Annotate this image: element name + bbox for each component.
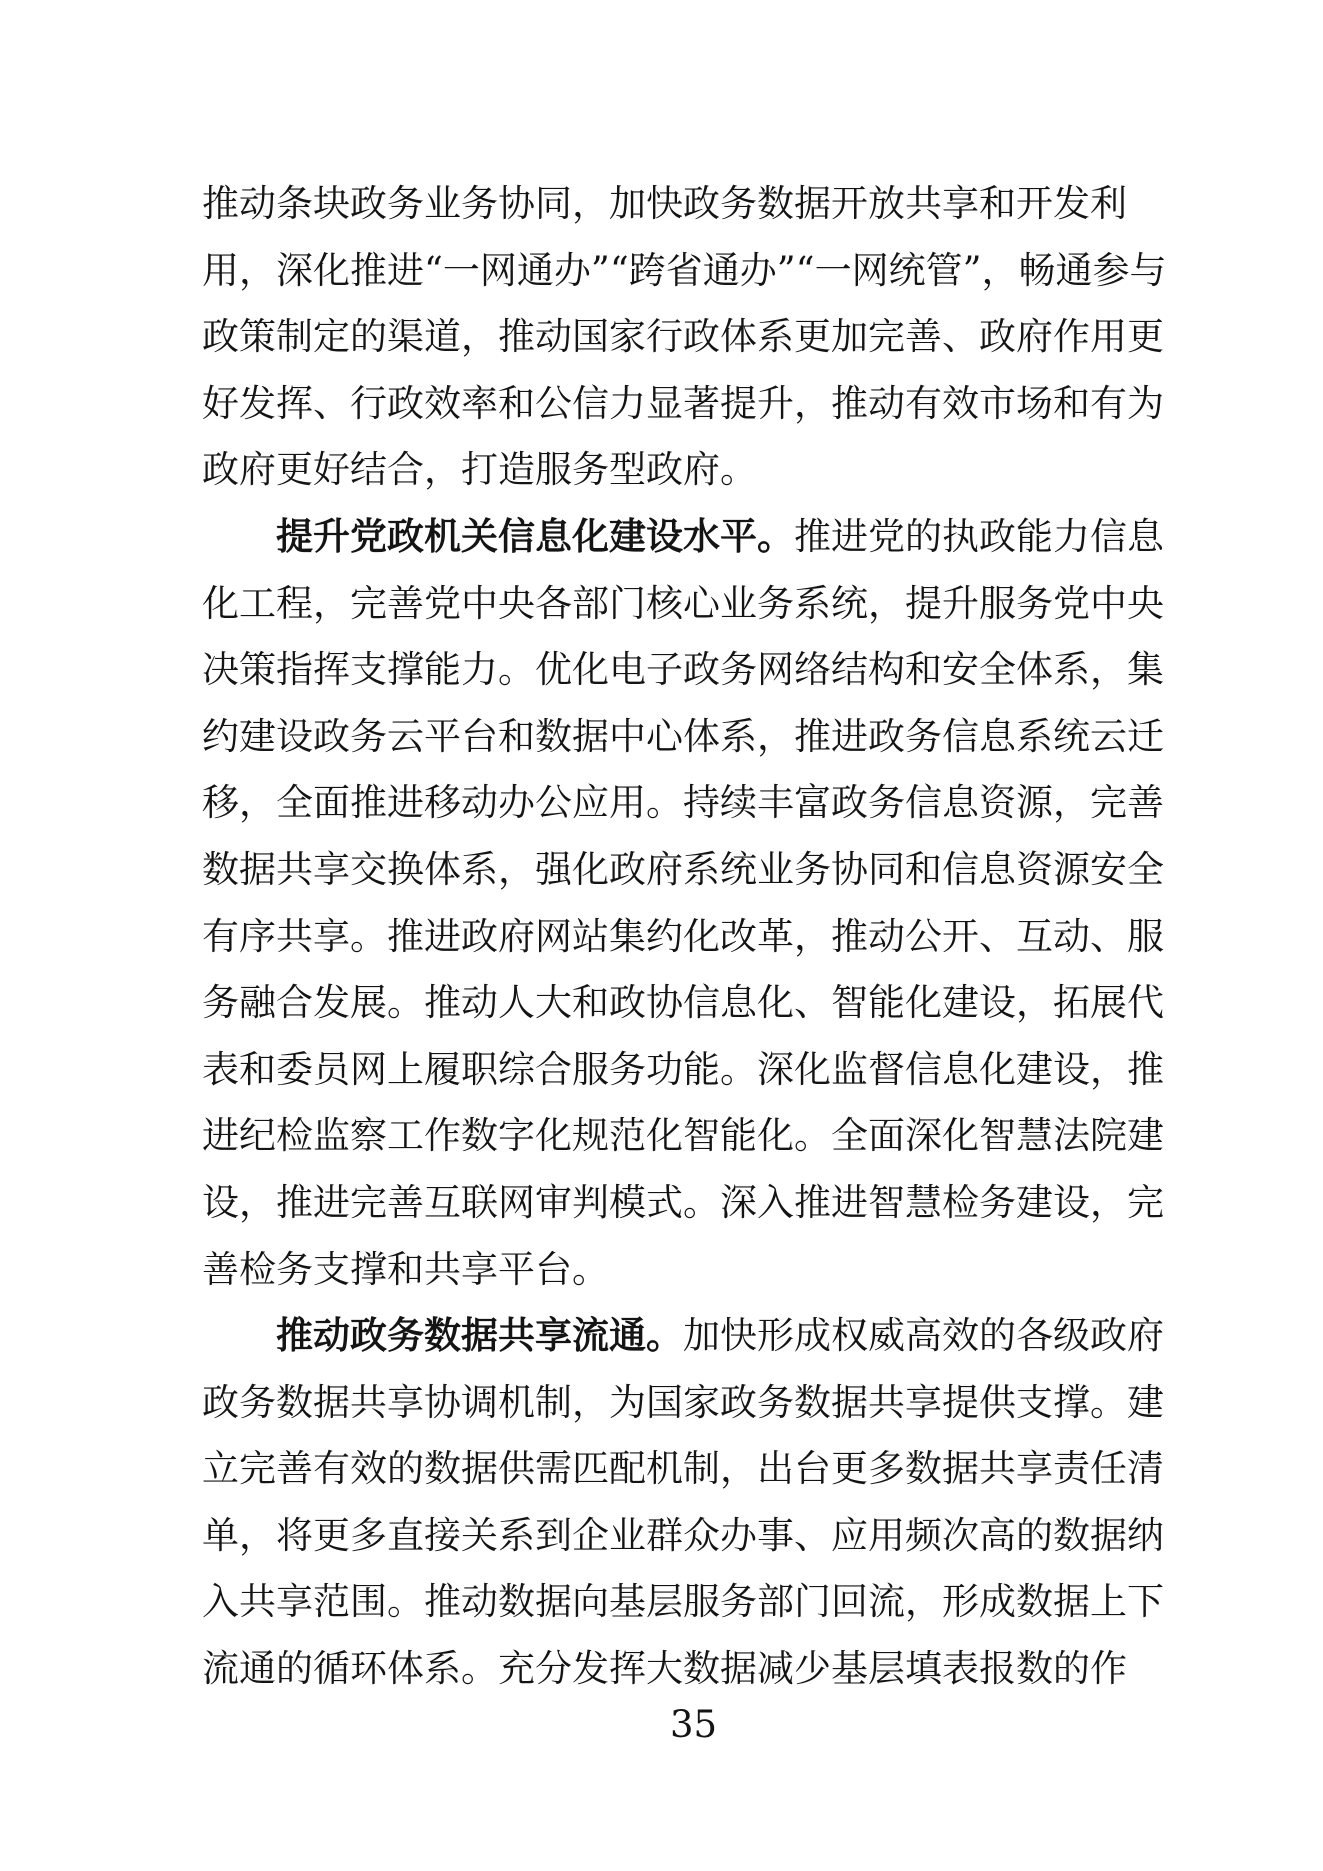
line-text: 政策制定的渠道，推动国家行政体系更加完善、政府作用更 — [202, 315, 1164, 359]
line-text: 有序共享。推进政府网站集约化改革，推动公开、互动、服 — [202, 914, 1164, 958]
text-line — [202, 770, 1164, 837]
line-text: 政务数据共享协调机制，为国家政务数据共享提供支撑。建 — [202, 1380, 1164, 1424]
page-number: 35 — [669, 1703, 718, 1746]
text-line-paragraph-start — [202, 1303, 1164, 1370]
text-line — [202, 238, 1167, 305]
line-text: 务融合发展。推动人大和政协信息化、智能化建设，拓展代 — [202, 981, 1164, 1025]
text-line — [202, 704, 1164, 771]
line-text: 推进党的执政能力信息 — [794, 514, 1164, 558]
text-line — [202, 371, 1164, 438]
line-text: 流通的循环体系。充分发挥大数据减少基层填表报数的作 — [202, 1647, 1127, 1691]
line-text: 立完善有效的数据供需匹配机制，出台更多数据共享责任清 — [202, 1447, 1164, 1491]
line-text: 约建设政务云平台和数据中心体系，推进政务信息系统云迁 — [202, 714, 1164, 758]
text-line — [202, 1436, 1164, 1503]
paragraph-heading: 推动政务数据共享流通。 — [276, 1314, 683, 1358]
text-line — [202, 1569, 1164, 1636]
text-line — [202, 637, 1164, 704]
text-line — [202, 1636, 1127, 1703]
text-line — [202, 171, 1127, 238]
text-line-paragraph-start — [202, 504, 1164, 571]
text-line — [202, 1103, 1164, 1170]
document-body-text — [202, 171, 1167, 1703]
text-line — [202, 571, 1164, 638]
line-text: 用，深化推进“一网通办”“跨省通办”“一网统管”，畅通参与 — [202, 248, 1167, 292]
text-line — [202, 1237, 1120, 1304]
line-text: 单，将更多直接关系到企业群众办事、应用频次高的数据纳 — [202, 1513, 1164, 1557]
line-text: 化工程，完善党中央各部门核心业务系统，提升服务党中央 — [202, 581, 1164, 625]
text-line — [202, 1370, 1164, 1437]
line-text: 进纪检监察工作数字化规范化智能化。全面深化智慧法院建 — [202, 1114, 1164, 1158]
text-line — [202, 1170, 1164, 1237]
line-text: 决策指挥支撑能力。优化电子政务网络结构和安全体系，集 — [202, 648, 1164, 692]
line-text: 加快形成权威高效的各级政府 — [683, 1314, 1164, 1358]
text-line — [202, 904, 1164, 971]
text-line — [202, 837, 1164, 904]
line-text: 入共享范围。推动数据向基层服务部门回流，形成数据上下 — [202, 1580, 1164, 1624]
line-text: 表和委员网上履职综合服务功能。深化监督信息化建设，推 — [202, 1047, 1164, 1091]
line-text: 推动条块政务业务协同，加快政务数据开放共享和开发利 — [202, 182, 1127, 225]
paragraph-heading: 提升党政机关信息化建设水平。 — [276, 514, 794, 558]
line-text: 政府更好结合，打造服务型政府。 — [202, 448, 757, 492]
text-line — [202, 1037, 1164, 1104]
line-text: 设，推进完善互联网审判模式。深入推进智慧检务建设，完 — [202, 1180, 1164, 1224]
text-line — [202, 304, 1164, 371]
text-line — [202, 437, 1120, 504]
line-text: 数据共享交换体系，强化政府系统业务协同和信息资源安全 — [202, 847, 1164, 891]
text-line — [202, 970, 1164, 1037]
text-line — [202, 1503, 1164, 1570]
line-text: 移，全面推进移动办公应用。持续丰富政务信息资源，完善 — [202, 781, 1164, 825]
line-text: 好发挥、行政效率和公信力显著提升，推动有效市场和有为 — [202, 381, 1164, 425]
line-text: 善检务支撑和共享平台。 — [202, 1247, 609, 1291]
